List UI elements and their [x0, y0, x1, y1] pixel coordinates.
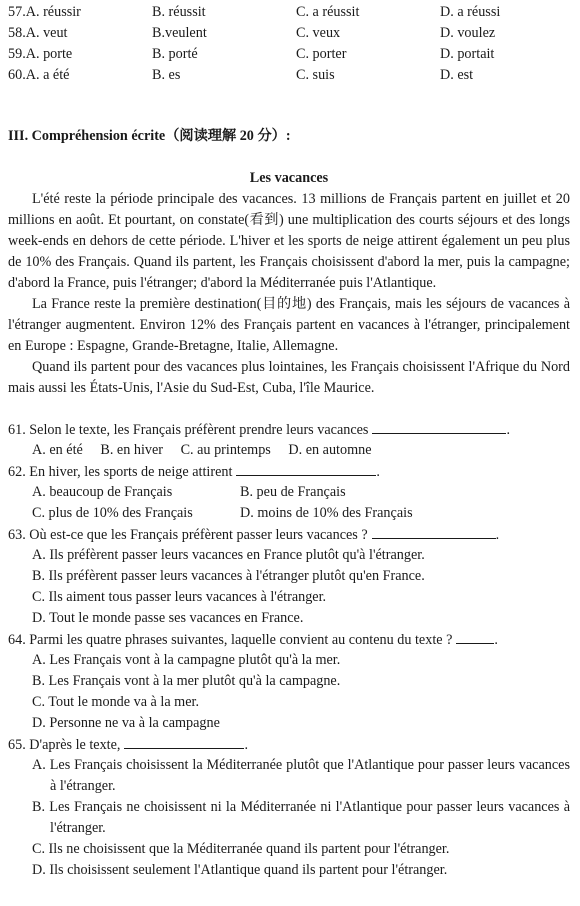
item-60: [8, 65, 570, 86]
option-d: D. portait: [440, 46, 495, 62]
option-c[interactable]: C. Ils aiment tous passer leurs vacances à l'étranger.: [32, 589, 327, 605]
option-a[interactable]: A. beaucoup de Français: [32, 484, 173, 500]
item-59: [8, 44, 570, 65]
item-58: [8, 23, 570, 44]
question-stem: [8, 419, 570, 440]
option-d[interactable]: D. moins de 10% des Français: [240, 505, 413, 521]
question-stem: [8, 524, 570, 545]
previous-items: [8, 2, 570, 86]
answer-blank[interactable]: [372, 524, 496, 539]
option-d[interactable]: D. Personne ne va à la campagne: [32, 715, 220, 731]
option-d[interactable]: D. en automne: [288, 442, 372, 458]
option-c: C. porter: [296, 46, 347, 62]
option-b: B. es: [152, 67, 181, 83]
option-row: [8, 482, 570, 503]
option-row: [8, 503, 570, 524]
option-b[interactable]: B. peu de Français: [240, 484, 346, 500]
article-paragraph: Quand ils partent pour des vacances plus lointaines, les Français choisissent l'Afrique du Nord mais aussi les États-Unis, l'Asie du Sud-Est, Cuba, l'île Maurice.: [8, 359, 570, 396]
question-stem: [8, 461, 570, 482]
option-a: 59.A. porte: [8, 46, 73, 62]
option-d[interactable]: D. Ils choisissent seulement l'Atlantique quand ils partent pour l'étranger.: [32, 862, 448, 878]
stem-text: 64. Parmi les quatre phrases suivantes, laquelle convient au contenu du texte ?: [8, 632, 453, 648]
option-b[interactable]: B. Les Français vont à la mer plutôt qu'à la campagne.: [32, 673, 341, 689]
option-a: 58.A. veut: [8, 25, 68, 41]
answer-blank[interactable]: [124, 734, 244, 749]
option-b[interactable]: B. Les Français ne choisissent ni la Méditerranée ni l'Atlantique pour passer leurs vacances à l'étranger.: [32, 799, 570, 836]
stem-end: .: [506, 422, 510, 438]
option-a: 60.A. a été: [8, 67, 70, 83]
option-c: C. a réussit: [296, 4, 360, 20]
option-d: D. est: [440, 67, 474, 83]
option-a[interactable]: A. en été: [32, 442, 83, 458]
option-b: B.veulent: [152, 25, 207, 41]
option-c: C. suis: [296, 67, 335, 83]
stem-text: 65. D'après le texte,: [8, 737, 121, 753]
stem-text: 61. Selon le texte, les Français préfèrent prendre leurs vacances: [8, 422, 369, 438]
option-b[interactable]: B. en hiver: [100, 442, 164, 458]
option-b: B. réussit: [152, 4, 206, 20]
option-d: D. voulez: [440, 25, 496, 41]
section-title: III. Compréhension écrite（阅读理解 20 分）:: [8, 128, 291, 144]
option-a: 57.A. réussir: [8, 4, 81, 20]
option-b: B. porté: [152, 46, 198, 62]
option-d: D. a réussi: [440, 4, 501, 20]
stem-end: .: [495, 527, 500, 543]
questions: [8, 419, 570, 881]
option-row: [8, 440, 570, 461]
stem-text: 63. Où est-ce que les Français préfèrent passer leurs vacances ?: [8, 527, 368, 543]
option-a[interactable]: A. Les Français choisissent la Méditerranée plutôt que l'Atlantique pour passer leurs vacances à l'étranger.: [32, 757, 570, 794]
answer-blank[interactable]: [372, 419, 506, 434]
stem-end: .: [376, 464, 380, 480]
option-b[interactable]: B. Ils préfèrent passer leurs vacances à l'étranger plutôt qu'en France.: [32, 568, 425, 584]
item-57: [8, 2, 570, 23]
question-63: [8, 524, 570, 629]
answer-blank[interactable]: [456, 629, 494, 644]
article-title: Les vacances: [249, 170, 329, 186]
option-c[interactable]: C. plus de 10% des Français: [32, 505, 193, 521]
article-paragraph: L'été reste la période principale des vacances. 13 millions de Français partent en juillet et 20 millions en août. Et pourtant, on constate(看到) une multiplication des courts séjours et des longs week-ends en dehors de cette période. L'hiver et les sports de neige attirent également un peu plus de 10% des Français. Quand ils partent, les Français choisissent d'abord la mer, puis la campagne; d'abord la France, puis l'étranger; d'abord la Méditerranée puis l'Atlantique.: [8, 191, 570, 291]
option-d[interactable]: D. Tout le monde passe ses vacances en France.: [32, 610, 304, 626]
option-a[interactable]: A. Les Français vont à la campagne plutôt qu'à la mer.: [32, 652, 341, 668]
question-64: [8, 629, 570, 734]
stem-text: 62. En hiver, les sports de neige attirent: [8, 464, 233, 480]
option-c[interactable]: C. Tout le monde va à la mer.: [32, 694, 199, 710]
option-a[interactable]: A. Ils préfèrent passer leurs vacances en France plutôt qu'à l'étranger.: [32, 547, 425, 563]
stem-end: .: [244, 737, 249, 753]
question-stem: [8, 629, 570, 650]
question-65: [8, 734, 570, 881]
answer-blank[interactable]: [236, 461, 376, 476]
article-paragraph: La France reste la première destination(目的地) des Français, mais les séjours de vacances à l'étranger augmentent. Environ 12% des Français partent en vacances à l'étranger, principalement en Europe : Espagne, Grande-Bretagne, Italie, Allemagne.: [8, 296, 570, 354]
question-61: [8, 419, 570, 461]
question-62: [8, 461, 570, 524]
option-c: C. veux: [296, 25, 341, 41]
stem-end: .: [494, 632, 498, 648]
question-stem: [8, 734, 570, 755]
option-c[interactable]: C. au printemps: [180, 442, 271, 458]
option-c[interactable]: C. Ils ne choisissent que la Méditerranée quand ils partent pour l'étranger.: [32, 841, 450, 857]
